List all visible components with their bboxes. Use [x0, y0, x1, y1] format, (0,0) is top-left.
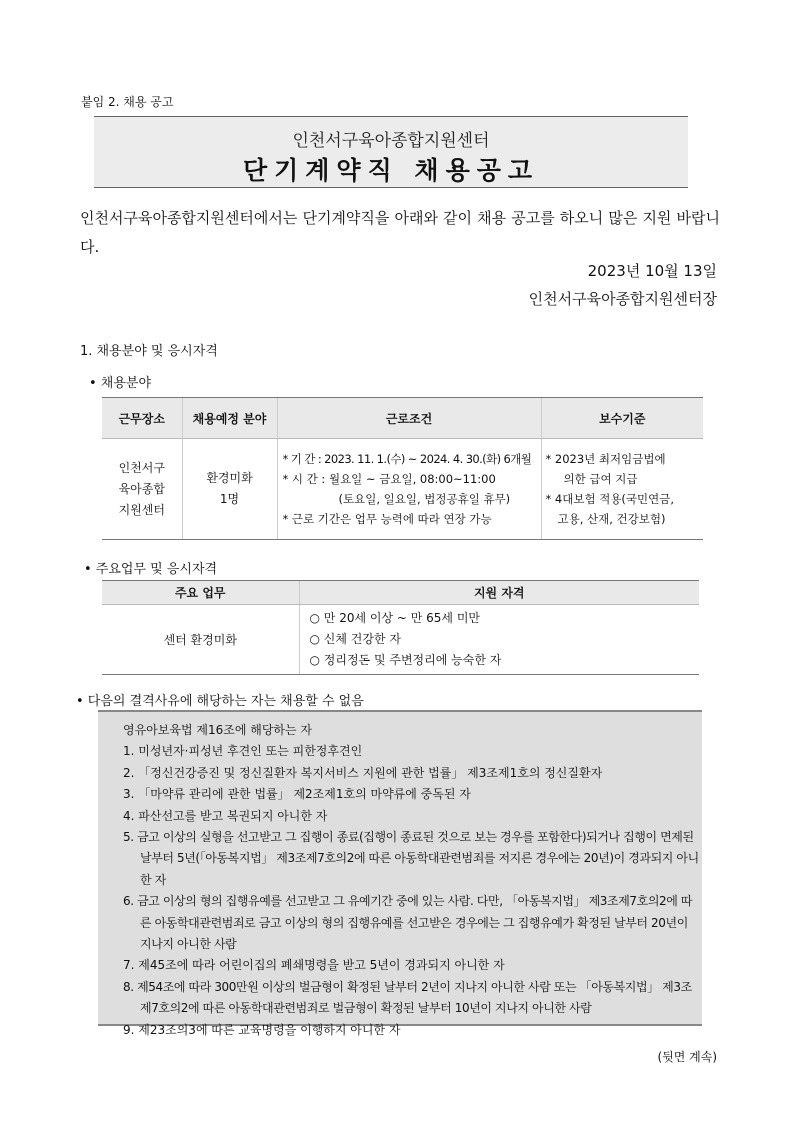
disqualification-intro: 영유아보육법 제16조에 해당하는 자 [123, 723, 313, 737]
header-workplace: 근무장소 [102, 398, 182, 439]
recruitment-field-table [102, 397, 703, 540]
signature: 인천서구육아종합지원센터장 [528, 290, 717, 308]
header-pay: 보수기준 [541, 398, 703, 439]
table-row [102, 605, 699, 675]
header-position: 채용예정 분야 [182, 398, 277, 439]
cell-conditions: * 기 간 : 2023. 11. 1.(수) ~ 2024. 4. 30.(화) 6개월 * 시 간 : 월요일 ~ 금요일, 08:00~11:00 (토요일, 일요일, 법정공휴일 휴무) * 근로 기간은 업무 능력에 따라 연장 가능 [277, 439, 541, 540]
section-heading: 1. 채용분야 및 응시자격 [80, 344, 218, 359]
header-conditions: 근로조건 [277, 398, 541, 439]
title-box [94, 116, 688, 188]
title-org: 인천서구육아종합지원센터 [292, 131, 490, 151]
cell-position: 환경미화 1명 [182, 439, 277, 540]
notice-date: 2023년 10월 13일 [587, 262, 717, 280]
list-item: 9. 제23조의3에 따른 교육명령을 이행하지 아니한 자 [123, 1022, 401, 1037]
cell-duty: 센터 환경미화 [102, 605, 299, 675]
page-title: 단기계약직 채용공고 [242, 156, 540, 185]
field-bullet: • 채용분야 [89, 376, 152, 391]
list-item: 2. 「정신건강증진 및 정신질환자 복지서비스 지원에 관한 법률」 제3조제1호의 정신질환자 [123, 765, 603, 780]
list-item: 6. 금고 이상의 형의 집행유예를 선고받고 그 유예기간 중에 있는 사람. 다만, 「아동복지법」 제3조제7호의2에 따른 아동학대관련범죄로 금고 이상의 형의 집행유예를 선고받은 경우에는 그 집행유예가 확정된 날부터 20년이 지나지 아니한 사람 [123, 894, 693, 952]
list-item: 3. 「마약류 관리에 관한 법률」 제2조제1호의 마약류에 중독된 자 [123, 787, 471, 802]
disqualification-bullet: • 다음의 결격사유에 해당하는 자는 채용할 수 없음 [76, 694, 364, 709]
list-item: 4. 파산선고를 받고 복권되지 아니한 자 [123, 808, 328, 823]
cell-workplace: 인천서구 육아종합 지원센터 [102, 439, 182, 540]
disqualification-box [98, 710, 702, 1037]
list-item: 8. 제54조에 따라 300만원 이상의 벌금형이 확정된 날부터 2년이 지나지 아니한 사람 또는 「아동복지법」 제3조제7호의2에 따른 아동학대관련범죄로 벌금형이 확정된 날부터 10년이 지나지 아니한 사람 [123, 979, 692, 1016]
duty-qualification-table [102, 580, 699, 675]
footer-continue: (뒷면 계속) [657, 1050, 717, 1064]
attachment-label: 붙임 2. 채용 공고 [81, 95, 174, 109]
table-row [102, 439, 703, 540]
header-duty: 주요 업무 [102, 581, 299, 605]
cell-pay: * 2023년 최저임금법에 의한 급여 지급 * 4대보험 적용(국민연금, 고용, 산재, 건강보험) [541, 439, 703, 540]
list-item: 1. 미성년자·피성년 후견인 또는 피한정후견인 [123, 744, 363, 759]
cell-qualifications: ○ 만 20세 이상 ~ 만 65세 미만 ○ 신체 건강한 자 ○ 정리정돈 및 주변정리에 능숙한 자 [299, 605, 699, 675]
list-item: 5. 금고 이상의 실형을 선고받고 그 집행이 종료(집행이 종료된 것으로 보는 경우를 포함한다)되거나 집행이 면제된 날부터 5년(「아동복지법」 제3조제7호의2에 따른 아동학대관련범죄를 저지른 경우에는 20년)이 경과되지 아니한 자 [123, 830, 699, 887]
intro-text: 인천서구육아종합지원센터에서는 단기계약직을 아래와 같이 채용 공고를 하오니 많은 지원 바랍니다. [80, 209, 720, 256]
duty-bullet: • 주요업무 및 응시자격 [84, 562, 218, 577]
header-qualification: 지원 자격 [299, 581, 699, 605]
list-item: 7. 제45조에 따라 어린이집의 폐쇄명령을 받고 5년이 경과되지 아니한 자 [123, 958, 505, 973]
